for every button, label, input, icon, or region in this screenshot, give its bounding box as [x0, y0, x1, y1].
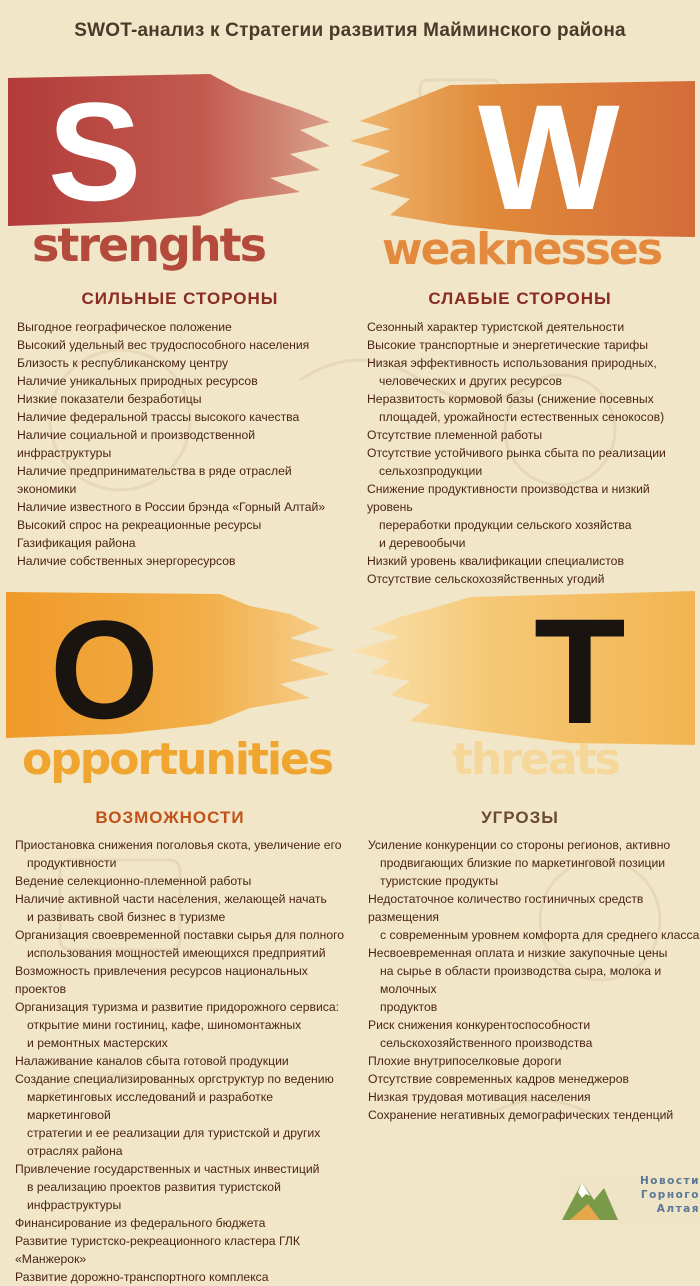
- opportunities-item-line: и ремонтных мастерских: [27, 1036, 168, 1050]
- strengths-item-line: Наличие федеральной трассы высокого качества: [17, 410, 300, 424]
- opportunities-list: [15, 836, 360, 1286]
- threats-item-line: продвигающих близкие по маркетинговой позиции: [380, 856, 666, 870]
- weaknesses-list: [367, 318, 697, 588]
- threats-item-line: сельскохозяйственного производства: [380, 1036, 593, 1050]
- strengths-item: [17, 498, 347, 516]
- strengths-item-line: Газификация района: [17, 536, 136, 550]
- strengths-item-line: Высокий удельный вес трудоспособного населения: [17, 338, 310, 352]
- opportunities-item-line: Развитие дорожно-транспортного комплекса: [15, 1270, 269, 1284]
- threats-heading: УГРОЗЫ: [481, 808, 559, 827]
- strengths-item: [17, 390, 347, 408]
- opportunities-item-line: и развивать свой бизнес в туризме: [27, 910, 226, 924]
- opportunities-item-line: Организация туризма и развитие придорожного сервиса:: [15, 1000, 340, 1014]
- opportunities-item-line: Создание специализированных оргструктур по ведению: [15, 1072, 334, 1086]
- page-title: SWOT-анализ к Стратегии развития Майминского района: [74, 20, 626, 41]
- weaknesses-letter: W: [478, 73, 620, 241]
- opportunities-item: [15, 1232, 360, 1268]
- opportunities-item: [15, 1070, 360, 1160]
- threats-item-line: Отсутствие современных кадров менеджеров: [368, 1072, 629, 1086]
- strengths-item: [17, 318, 347, 336]
- logo-line-3: Алтая: [656, 1203, 700, 1215]
- threats-list: [368, 836, 700, 1124]
- logo-line-2: Горного: [640, 1189, 700, 1201]
- opportunities-item-line: Ведение селекционно-племенной работы: [15, 874, 252, 888]
- weaknesses-item-line: Отсутствие устойчивого рынка сбыта по реализации: [367, 446, 666, 460]
- opportunities-item-line: Финансирование из федерального бюджета: [15, 1216, 266, 1230]
- weaknesses-item: [367, 444, 697, 480]
- weaknesses-item-line: Отсутствие племенной работы: [367, 428, 543, 442]
- opportunities-item-line: в реализацию проектов развития туристской инфраструктуры: [27, 1180, 281, 1212]
- weaknesses-item-line: Сезонный характер туристской деятельности: [367, 320, 625, 334]
- strengths-item: [17, 408, 347, 426]
- weaknesses-item: [367, 480, 697, 552]
- threats-item: [368, 1106, 700, 1124]
- weaknesses-item-line: площадей, урожайности естественных сенокосов): [379, 410, 665, 424]
- strengths-item-line: Высокий спрос на рекреационные ресурсы: [17, 518, 262, 532]
- strengths-list: [17, 318, 347, 570]
- threats-item-line: продуктов: [380, 1000, 438, 1014]
- weaknesses-item-line: Снижение продуктивности производства и низкий уровень: [367, 482, 650, 514]
- opportunities-item-line: использования мощностей имеющихся предприятий: [27, 946, 326, 960]
- opportunities-item: [15, 1052, 360, 1070]
- opportunities-item: [15, 998, 360, 1052]
- threats-item: [368, 1016, 700, 1052]
- weaknesses-item-line: Низкая эффективность использования природных,: [367, 356, 657, 370]
- threats-item-line: Сохранение негативных демографических тенденций: [368, 1108, 674, 1122]
- threats-item: [368, 944, 700, 1016]
- opportunities-item-line: маркетинговых исследований и разработке маркетинговой: [27, 1090, 273, 1122]
- threats-item-line: Плохие внутрипоселковые дороги: [368, 1054, 562, 1068]
- opportunities-item: [15, 1268, 360, 1286]
- opportunities-item: [15, 836, 360, 872]
- strengths-item: [17, 516, 347, 534]
- weaknesses-item-line: Отсутствие сельскохозяйственных угодий: [367, 572, 605, 586]
- weaknesses-item-line: Неразвитость кормовой базы (снижение посевных: [367, 392, 654, 406]
- threats-item: [368, 890, 700, 944]
- weaknesses-item-line: переработки продукции сельского хозяйства: [379, 518, 632, 532]
- opportunities-item: [15, 872, 360, 890]
- threats-item-line: Усиление конкуренции со стороны регионов, активно: [368, 838, 671, 852]
- threats-word: threats: [452, 734, 619, 785]
- strengths-item-line: Близость к республиканскому центру: [17, 356, 229, 370]
- threats-item-line: на сырье в области производства сыра, молока и молочных: [380, 964, 662, 996]
- opportunities-item: [15, 890, 360, 926]
- opportunities-word: opportunities: [22, 734, 333, 785]
- strengths-item-line: Наличие известного в России брэнда «Горный Алтай»: [17, 500, 326, 514]
- weaknesses-item: [367, 390, 697, 426]
- strengths-item: [17, 462, 347, 498]
- weaknesses-heading: СЛАБЫЕ СТОРОНЫ: [428, 289, 612, 308]
- weaknesses-item: [367, 426, 697, 444]
- weaknesses-item-line: человеческих и других ресурсов: [379, 374, 562, 388]
- threats-item-line: туристские продукты: [380, 874, 499, 888]
- strengths-item: [17, 372, 347, 390]
- weaknesses-item-line: и деревообычи: [379, 536, 466, 550]
- strengths-item: [17, 552, 347, 570]
- strengths-letter: S: [48, 73, 142, 230]
- weaknesses-word: weaknesses: [382, 224, 662, 275]
- weaknesses-item: [367, 354, 697, 390]
- opportunities-item-line: Наличие активной части населения, желающей начать: [15, 892, 327, 906]
- threats-item-line: Недостаточное количество гостиничных средств размещения: [368, 892, 644, 924]
- threats-item-line: с современным уровнем комфорта для среднего класса: [380, 928, 700, 942]
- strengths-item-line: Наличие социальной и производственной инфраструктуры: [17, 428, 256, 460]
- opportunities-item: [15, 962, 360, 998]
- strengths-item-line: Низкие показатели безработицы: [17, 392, 202, 406]
- opportunities-item-line: Развитие туристско-рекреационного кластера ГЛК «Манжерок»: [15, 1234, 300, 1266]
- strengths-item: [17, 534, 347, 552]
- weaknesses-item: [367, 552, 697, 570]
- logo-line-1: Новости: [639, 1175, 700, 1187]
- weaknesses-item: [367, 318, 697, 336]
- strengths-item: [17, 426, 347, 462]
- logo-text: [600, 1174, 700, 1216]
- opportunities-item-line: стратегии и ее реализации для туристской и других: [27, 1126, 321, 1140]
- weaknesses-item-line: сельхозпродукции: [379, 464, 483, 478]
- opportunities-item-line: продуктивности: [27, 856, 117, 870]
- strengths-item-line: Наличие собственных энергоресурсов: [17, 554, 236, 568]
- strengths-heading: СИЛЬНЫЕ СТОРОНЫ: [81, 289, 279, 308]
- threats-item-line: Несвоевременная оплата и низкие закупочные цены: [368, 946, 668, 960]
- opportunities-item-line: Налаживание каналов сбыта готовой продукции: [15, 1054, 289, 1068]
- strengths-word: strenghts: [32, 218, 266, 272]
- threats-item: [368, 836, 700, 890]
- opportunities-item-line: открытие мини гостиниц, кафе, шиномонтажных: [27, 1018, 302, 1032]
- opportunities-item: [15, 1160, 360, 1214]
- strengths-item-line: Наличие уникальных природных ресурсов: [17, 374, 258, 388]
- opportunities-item-line: отраслях района: [27, 1144, 123, 1158]
- opportunities-heading: ВОЗМОЖНОСТИ: [95, 808, 245, 827]
- strengths-item-line: Наличие предпринимательства в ряде отраслей экономики: [17, 464, 292, 496]
- opportunities-item-line: Приостановка снижения поголовья скота, увеличение его: [15, 838, 342, 852]
- threats-item: [368, 1052, 700, 1070]
- opportunities-item-line: Возможность привлечения ресурсов национальных проектов: [15, 964, 308, 996]
- opportunities-item: [15, 926, 360, 962]
- threats-item-line: Риск снижения конкурентоспособности: [368, 1018, 591, 1032]
- opportunities-item-line: Организация своевременной поставки сырья для полного: [15, 928, 345, 942]
- threats-item: [368, 1070, 700, 1088]
- strengths-item: [17, 354, 347, 372]
- threats-item: [368, 1088, 700, 1106]
- weaknesses-item-line: Низкий уровень квалификации специалистов: [367, 554, 624, 568]
- opportunities-item-line: Привлечение государственных и частных инвестиций: [15, 1162, 320, 1176]
- threats-item-line: Низкая трудовая мотивация населения: [368, 1090, 591, 1104]
- weaknesses-item: [367, 336, 697, 354]
- threats-letter: T: [534, 587, 626, 755]
- opportunities-letter: O: [50, 591, 159, 748]
- weaknesses-item-line: Высокие транспортные и энергетические тарифы: [367, 338, 649, 352]
- strengths-item: [17, 336, 347, 354]
- opportunities-item: [15, 1214, 360, 1232]
- strengths-item-line: Выгодное географическое положение: [17, 320, 232, 334]
